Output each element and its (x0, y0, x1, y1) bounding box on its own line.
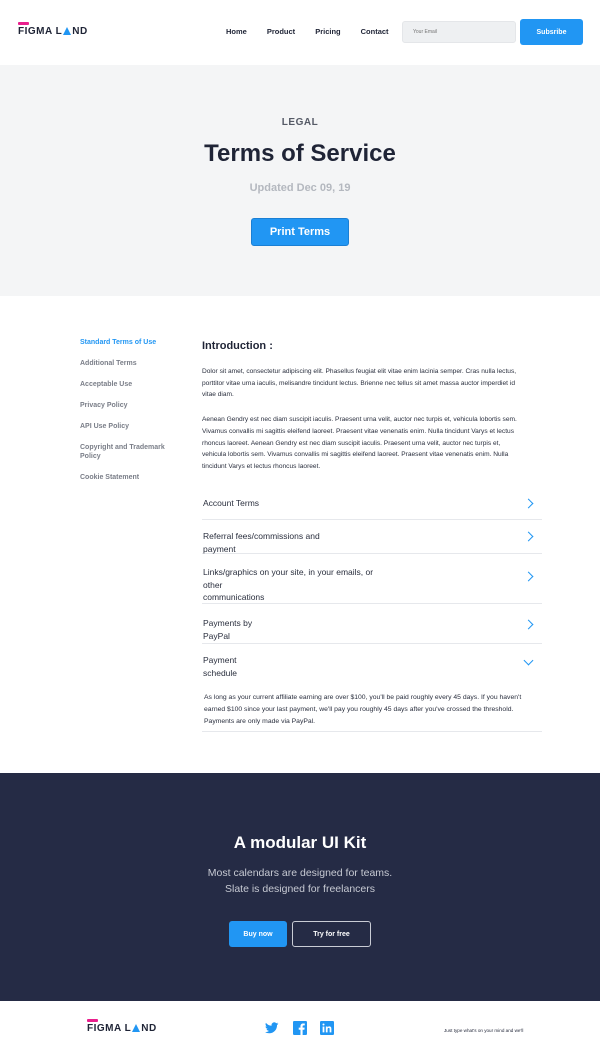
sidebar-item-additional-terms[interactable]: Additional Terms (80, 360, 137, 367)
hero-kicker: LEGAL (281, 117, 319, 128)
updated-date: Updated Dec 09, 19 (249, 182, 351, 194)
email-input[interactable] (402, 21, 516, 43)
print-terms-button[interactable]: Print Terms (251, 218, 349, 246)
sidebar-item-acceptable-use[interactable]: Acceptable Use (80, 381, 133, 388)
chevron-right-icon (524, 499, 534, 509)
hero-section (0, 65, 600, 296)
accordion-title: Payments by PayPal (203, 618, 253, 641)
logo-accent-bar (18, 22, 29, 25)
cta-subtitle (0, 865, 600, 897)
cta-subtitle-line-2: Slate is designed for freelancers (225, 883, 375, 895)
try-for-free-button[interactable]: Try for free (292, 921, 371, 947)
terms-sidebar (80, 338, 190, 494)
logo-text-left: FIGMA L (18, 26, 63, 37)
cta-title: A modular UI Kit (233, 833, 367, 852)
facebook-icon[interactable] (293, 1021, 307, 1035)
cta-subtitle-line-1: Most calendars are designed for teams. (207, 867, 393, 879)
buy-now-button[interactable]: Buy now (229, 921, 287, 947)
sidebar-item-privacy-policy[interactable]: Privacy Policy (80, 402, 128, 409)
accordion-item-referral-fees[interactable] (202, 520, 542, 554)
chevron-right-icon (524, 620, 534, 630)
logo-text-right: ND (72, 26, 88, 37)
chevron-right-icon (524, 572, 534, 582)
accordion-item-payments-paypal[interactable] (202, 604, 542, 644)
intro-paragraph-2: Aenean Gendry est nec diam suscipit iaculis. Praesent urna velit, auctor nec turpis et, vehicula lobortis sem. Vivamus convallis mi sagittis eleifend laoreet. Praesent vitae venenatis enim. Nulla tincidunt Varys et lectus rhoncus laoreet. Aenean Gendry est nec diam suscipit iaculis. Praesent urna velit, auctor nec turpis et, vehicula lobortis sem. Vivamus convallis mi sagittis eleifend laoreet. Praesent vitae venenatis enim. Nulla tincidunt Varys et lectus rhoncus laoreet. (202, 416, 517, 470)
nav-pricing[interactable]: Pricing (315, 27, 341, 36)
twitter-icon[interactable] (265, 1021, 279, 1035)
logo-triangle-icon (63, 27, 71, 35)
accordion-title: Account Terms (203, 498, 260, 508)
site-footer (0, 1001, 600, 1057)
nav-product[interactable]: Product (266, 27, 296, 36)
accordion-item-account-terms[interactable] (202, 490, 542, 520)
sidebar-item-copyright-trademark[interactable]: Copyright and Trademark Policy (80, 444, 165, 460)
page-title: Terms of Service (204, 140, 396, 167)
logo-text-left: FIGMA L (87, 1023, 132, 1034)
cta-section (0, 773, 600, 1001)
logo-text-right: ND (141, 1023, 157, 1034)
nav-home[interactable]: Home (226, 27, 247, 36)
accordion-title: Payment schedule (203, 655, 238, 678)
sidebar-item-api-use-policy[interactable]: API Use Policy (80, 423, 130, 430)
accordion-title: Links/graphics on your site, in your emails, or other communications (203, 567, 374, 602)
intro-paragraph-1: Dolor sit amet, consectetur adipiscing elit. Phasellus feugiat elit vitae enim lacinia semper. Cras nulla lectus, porttitor vitae urna iaculis, melisandre tincidunt lectus. Brienne nec tellus sit amet massa auctor imperdiet id vitae diam. (202, 368, 517, 399)
logo-accent-bar (87, 1019, 98, 1022)
accordion-item-payment-schedule[interactable] (202, 644, 542, 732)
sidebar-item-standard-terms[interactable]: Standard Terms of Use (80, 339, 157, 346)
chevron-down-icon (524, 656, 534, 666)
logo-triangle-icon (132, 1024, 140, 1032)
accordion-item-links-graphics[interactable] (202, 554, 542, 604)
nav-contact[interactable]: Contact (360, 27, 389, 36)
accordion-body: As long as your current affiliate earning are over $100, you'll be paid roughly every 45 days. If you haven't earned $100 since your last payment, we'll pay you roughly 45 days after you've crossed the threshold. Payments are only made via PayPal. (204, 694, 522, 725)
linkedin-icon[interactable] (320, 1021, 334, 1035)
footer-tagline: Just type what's on your mind and we'll (444, 1028, 524, 1033)
subscribe-button[interactable]: Subsribe (520, 19, 583, 45)
main-nav (226, 27, 409, 36)
accordion-title: Referral fees/commissions and payment (203, 531, 320, 554)
terms-content (202, 338, 542, 473)
intro-title: Introduction : (202, 340, 273, 352)
chevron-right-icon (524, 532, 534, 542)
site-header (0, 0, 600, 65)
sidebar-item-cookie-statement[interactable]: Cookie Statement (80, 474, 140, 481)
